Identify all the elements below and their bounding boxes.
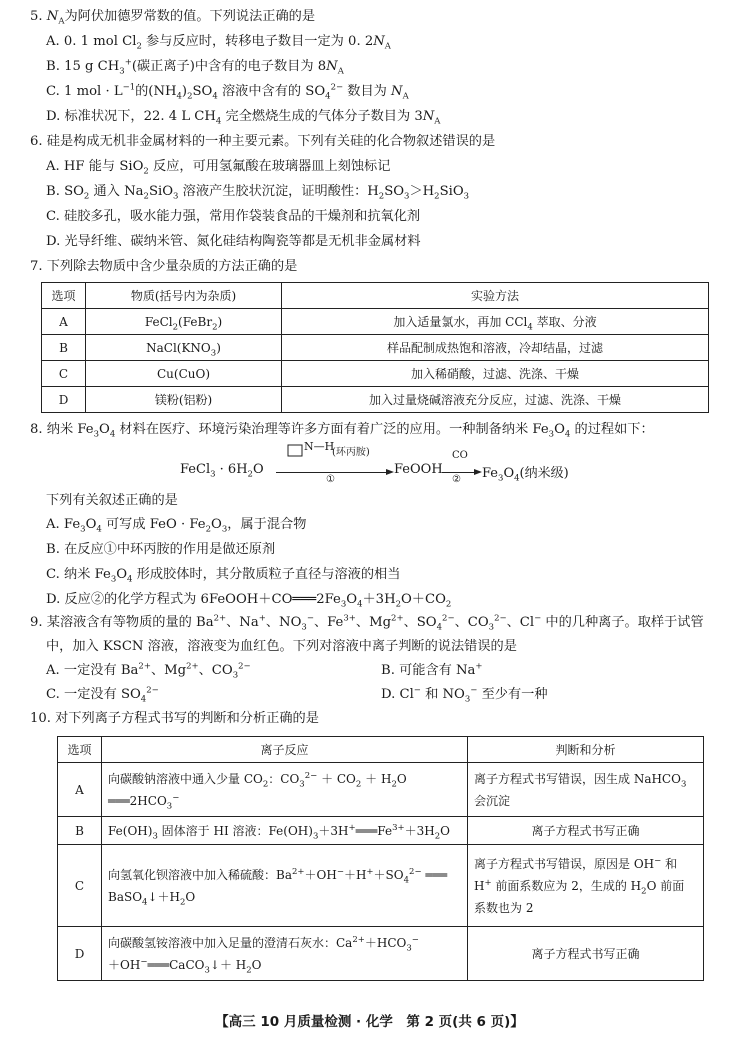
q6-option-a: A. HF 能与 SiO$_2$ 反应，可用氢氟酸在玻璃器皿上刻蚀标记 xyxy=(46,159,391,177)
q10-row-b-analysis: 离子方程式书写正确 xyxy=(468,817,704,845)
q7-header-option: 选项 xyxy=(42,283,86,309)
q7-row-d-substance: 镁粉(铝粉) xyxy=(86,387,282,413)
q8-option-a: A. $Fe_3O_4$ 可写成 FeO · $Fe_2O_3$，属于混合物 xyxy=(46,517,307,535)
scheme-reagent-1-name: (环丙胺) xyxy=(332,447,370,458)
q8-option-c: C. 纳米 $Fe_3O_4$ 形成胶体时，其分散质粒子直径与溶液的相当 xyxy=(46,567,401,585)
q10-row-a-reaction: 向碳酸钠溶液中通入少量 $CO_2$：$CO_3^{2-} + CO_2 + H_2O$ $═══2HCO_3^-$ xyxy=(102,763,468,817)
scheme-arrow-1-head xyxy=(386,469,394,475)
table-row xyxy=(58,763,704,817)
table-row xyxy=(42,309,709,335)
q8-stem: 8. 纳米 $Fe_3O_4$ 材料在医疗、环境污染治理等许多方面有着广泛的应用。一种制备纳米 $Fe_3O_4$ 的过程如下： xyxy=(30,422,654,440)
q6-stem: 6. 硅是构成无机非金属材料的一种主要元素。下列有关硅的化合物叙述错误的是 xyxy=(30,134,496,149)
q10-row-d-option: D xyxy=(58,927,102,981)
q9-option-a: A. 一定没有 $Ba^{2+}$、$Mg^{2+}$、$CO_3^{2-}$ xyxy=(46,661,251,681)
q10-row-c-reaction: 向氢氧化钡溶液中加入稀硫酸：$Ba^{2+}+OH^-+H^++SO_4^{2-}$ ═══ $BaSO_4↓+H_2O$ xyxy=(102,845,468,927)
q5-option-b: B. 15 g $CH_3^+$(碳正离子)中含有的电子数目为 $8N_A$ xyxy=(46,57,344,77)
table-row xyxy=(42,335,709,361)
scheme-arrow-2 xyxy=(442,472,476,473)
q7-header-substance: 物质(括号内为杂质) xyxy=(86,283,282,309)
q10-row-c-option: C xyxy=(58,845,102,927)
q5-option-a: A. 0. 1 mol $Cl_2$ 参与反应时，转移电子数目一定为 0. $2N_A$ xyxy=(46,34,391,52)
q6-option-d: D. 光导纤维、碳纳米管、氮化硅结构陶瓷等都是无机非金属材料 xyxy=(46,234,421,249)
q7-header-method: 实验方法 xyxy=(282,283,709,309)
q10-row-a-analysis: 离子方程式书写错误，因生成 NaHCO$_3$ 会沉淀 xyxy=(468,763,704,817)
q9-option-c: C. 一定没有 $SO_4^{2-}$ xyxy=(46,685,159,705)
q7-row-a-method: 加入适量氯水，再加 CCl$_4$ 萃取、分液 xyxy=(282,309,709,335)
scheme-arrow-1 xyxy=(276,472,388,473)
table-row xyxy=(58,845,704,927)
scheme-step-2: ② xyxy=(452,474,461,485)
scheme-reactant: FeCl$_3$ · $6H_2O$ xyxy=(180,462,264,480)
q7-row-a-option: A xyxy=(42,309,86,335)
q5-option-d: D. 标准状况下，22. 4 L $CH_4$ 完全燃烧生成的气体分子数目为 $3N_A$ xyxy=(46,109,441,127)
q7-row-c-method: 加入稀硝酸，过滤、洗涤、干燥 xyxy=(282,361,709,387)
q10-stem: 10. 对下列离子方程式书写的判断和分析正确的是 xyxy=(30,711,319,726)
q10-row-d-reaction: 向碳酸氢铵溶液中加入足量的澄清石灰水：$Ca^{2+}+HCO_3^-$ ＋OH−═══CaCO$_3$↓＋ $H_2O$ xyxy=(102,927,468,981)
q5-stem: 5. $N_A$为阿伏加德罗常数的值。下列说法正确的是 xyxy=(30,9,316,27)
q6-option-b: B. $SO_2$ 通入 $Na_2SiO_3$ 溶液产生胶状沉淀，证明酸性：$H_2SO_3>H_2SiO_3$ xyxy=(46,184,470,202)
q7-row-b-option: B xyxy=(42,335,86,361)
q10-row-d-analysis: 离子方程式书写正确 xyxy=(468,927,704,981)
page-footer: 【高三 10 月质量检测 · 化学 第 2 页(共 6 页)】 xyxy=(215,1014,524,1030)
q9-stem-line-2: 中，加入 KSCN 溶液，溶液变为血红色。下列对溶液中离子判断的说法错误的是 xyxy=(46,639,517,654)
q9-option-d: D. Cl− 和 $NO_3^-$ 至少有一种 xyxy=(381,685,548,705)
q9-stem-line-1: 9. 某溶液含有等物质的量的 $Ba^{2+}$、Na+、$NO_3^-$、$Fe^{3+}$、$Mg^{2+}$、$SO_4^{2-}$、$CO_3^{2-}$、Cl− 中的几种离子。取样于试管 xyxy=(30,613,704,633)
scheme-intermediate: FeOOH xyxy=(394,462,443,477)
q10-header-reaction: 离子反应 xyxy=(102,737,468,763)
scheme-arrow-2-head xyxy=(474,469,482,475)
scheme-reagent-2: CO xyxy=(452,450,468,461)
q10-row-b-option: B xyxy=(58,817,102,845)
q10-row-a-option: A xyxy=(58,763,102,817)
q10-row-c-analysis: 离子方程式书写错误，原因是 OH− 和 H+ 前面系数应为 2，生成的 $H_2O$ 前面 系数也为 2 xyxy=(468,845,704,927)
scheme-step-1: ① xyxy=(326,474,335,485)
table-row xyxy=(42,361,709,387)
table-row xyxy=(58,817,704,845)
q7-row-b-method: 样品配制成热饱和溶液，冷却结晶，过滤 xyxy=(282,335,709,361)
q7-table-header xyxy=(42,283,709,309)
q7-row-a-substance: FeCl$_2$(FeBr$_2$) xyxy=(86,309,282,335)
q7-row-b-substance: $NaCl(KNO_3)$ xyxy=(86,335,282,361)
q7-stem: 7. 下列除去物质中含少量杂质的方法正确的是 xyxy=(30,259,298,274)
q7-row-c-substance: Cu(CuO) xyxy=(86,361,282,387)
q7-row-d-method: 加入过量烧碱溶液充分反应，过滤、洗涤、干燥 xyxy=(282,387,709,413)
q7-row-d-option: D xyxy=(42,387,86,413)
q10-table xyxy=(57,736,704,981)
scheme-product: $Fe_3O_4$(纳米级) xyxy=(482,466,569,484)
q9-option-b: B. 可能含有 Na+ xyxy=(381,661,483,678)
q10-header-option: 选项 xyxy=(58,737,102,763)
q8-lead: 下列有关叙述正确的是 xyxy=(46,493,178,508)
q8-option-b: B. 在反应①中环丙胺的作用是做还原剂 xyxy=(46,542,276,557)
q8-reaction-scheme xyxy=(180,440,650,490)
q10-row-b-reaction: $Fe(OH)_3$ 固体溶于 HI 溶液：$Fe(OH)_3+3H^+═══Fe^{3+}+3H_2O$ xyxy=(102,817,468,845)
table-row xyxy=(42,387,709,413)
q6-option-c: C. 硅胶多孔，吸水能力强，常用作袋装食品的干燥剂和抗氧化剂 xyxy=(46,209,421,224)
q10-header-analysis: 判断和分析 xyxy=(468,737,704,763)
table-row xyxy=(58,927,704,981)
q5-option-c: C. 1 mol · $L^{-1}$的$(NH_4)_2SO_4$ 溶液中含有的 $SO_4^{2-}$ 数目为 $N_A$ xyxy=(46,82,409,102)
q10-table-header xyxy=(58,737,704,763)
q7-row-c-option: C xyxy=(42,361,86,387)
scheme-reagent-1-amine: N—H xyxy=(304,440,335,453)
q7-table xyxy=(41,282,709,413)
q8-option-d: D. 反应②的化学方程式为 $6FeOOH+CO═══2Fe_3O_4+3H_2O+CO_2$ xyxy=(46,592,452,610)
